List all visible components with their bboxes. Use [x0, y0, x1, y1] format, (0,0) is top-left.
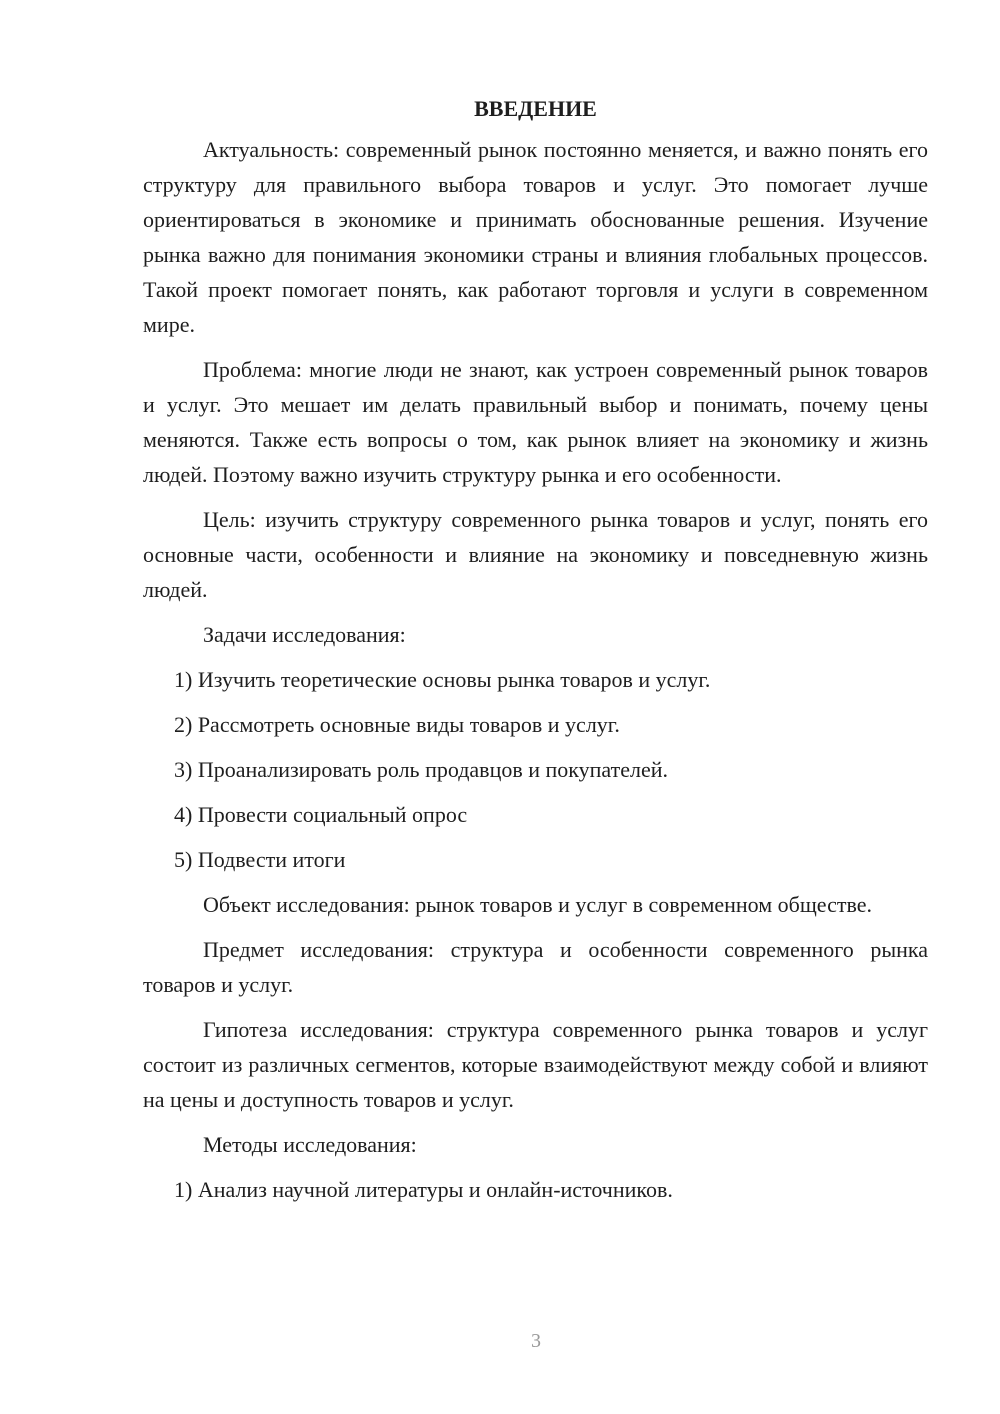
paragraph-goal: Цель: изучить структуру современного рынка товаров и услуг, понять его основные части, особенности и влияние на экономику и повседневную жизнь людей.	[143, 507, 928, 602]
paragraph-object: Объект исследования: рынок товаров и услуг в современном обществе.	[203, 892, 873, 917]
tasks-label: Задачи исследования:	[203, 622, 406, 647]
task-item: 2) Рассмотреть основные виды товаров и услуг.	[174, 712, 620, 737]
paragraph-subject: Предмет исследования: структура и особенности современного рынка товаров и услуг.	[143, 937, 928, 997]
task-item: 4) Провести социальный опрос	[174, 802, 468, 827]
task-item: 5) Подвести итоги	[174, 847, 346, 872]
paragraph-problem: Проблема: многие люди не знают, как устроен современный рынок товаров и услуг. Это мешает им делать правильный выбор и понимать, почему цены меняются. Также есть вопросы о том, как рынок влияет на экономику и жизнь людей. Поэтому важно изучить структуру рынка и его особенности.	[143, 357, 928, 487]
page-body	[143, 92, 928, 1217]
task-item: 3) Проанализировать роль продавцов и покупателей.	[174, 757, 669, 782]
page-number: 3	[531, 1330, 541, 1352]
task-item: 1) Изучить теоретические основы рынка товаров и услуг.	[174, 667, 711, 692]
paragraph-hypothesis: Гипотеза исследования: структура современного рынка товаров и услуг состоит из различных сегментов, которые взаимодействуют между собой и влияют на цены и доступность товаров и услуг.	[143, 1017, 928, 1112]
paragraph-relevance: Актуальность: современный рынок постоянно меняется, и важно понять его структуру для правильного выбора товаров и услуг. Это помогает лучше ориентироваться в экономике и принимать обоснованные решения. Изучение рынка важно для понимания экономики страны и влияния глобальных процессов. Такой проект помогает понять, как работают торговля и услуги в современном мире.	[143, 137, 928, 337]
method-item: 1) Анализ научной литературы и онлайн-источников.	[174, 1177, 673, 1202]
page-title: ВВЕДЕНИЕ	[474, 96, 597, 121]
methods-label: Методы исследования:	[203, 1132, 417, 1157]
